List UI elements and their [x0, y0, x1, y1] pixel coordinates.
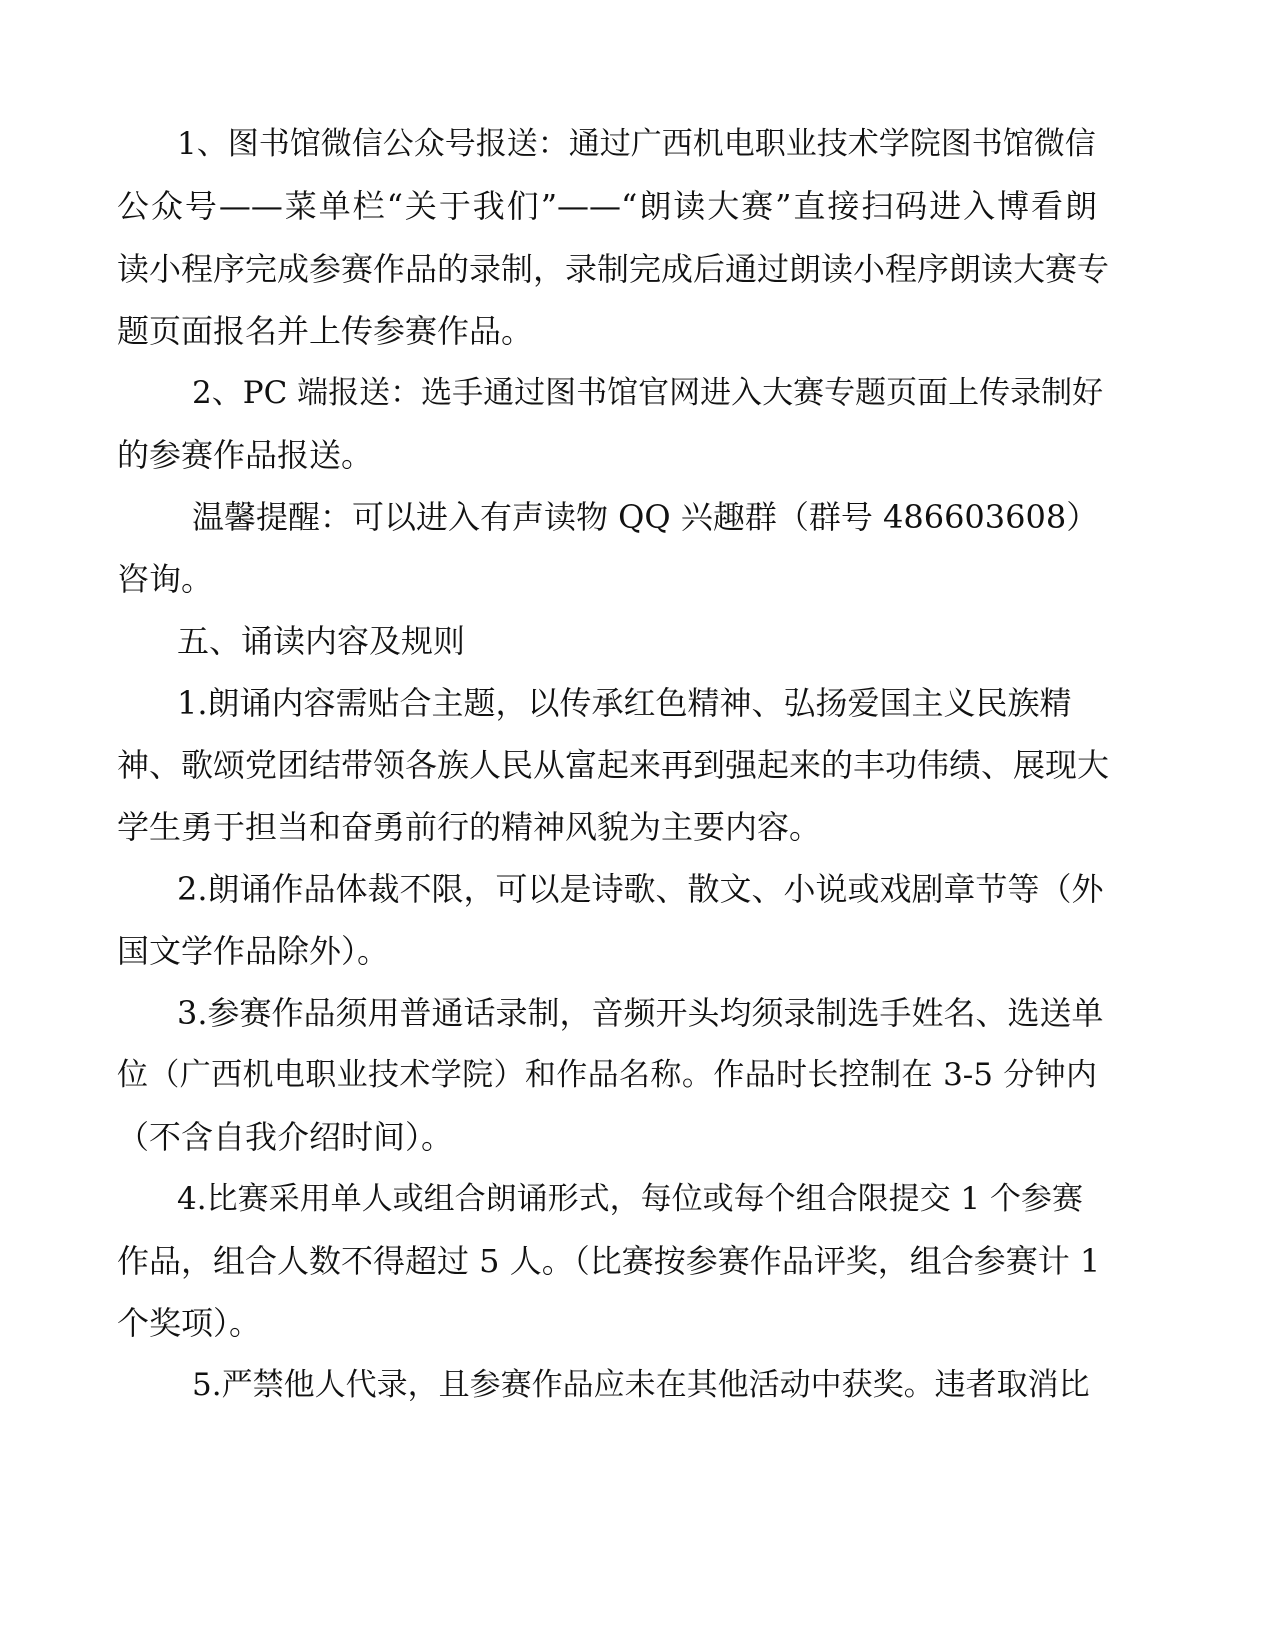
rule-1-line-1: 1.朗诵内容需贴合主题，以传承红色精神、弘扬爱国主义民族精: [177, 684, 1072, 722]
section-heading: 五、诵读内容及规则: [177, 622, 466, 660]
rule-3-line-1: 3.参赛作品须用普通话录制，音频开头均须录制选手姓名、选送单: [177, 994, 1104, 1032]
rule-2-line-2: 国文学作品除外）。: [117, 932, 390, 970]
rule-5-line-1: 5.严禁他人代录，且参赛作品应未在其他活动中获奖。违者取消比: [192, 1367, 1090, 1403]
rule-4-line-1: 4.比赛采用单人或组合朗诵形式，每位或每个组合限提交 1 个参赛: [177, 1181, 1084, 1217]
paragraph-line-6: 的参赛作品报送。: [117, 436, 374, 474]
rule-1-line-3: 学生勇于担当和奋勇前行的精神风貌为主要内容。: [117, 808, 822, 846]
paragraph-line-2: 公众号——菜单栏“关于我们”——“朗读大赛”直接扫码进入博看朗: [117, 187, 1097, 225]
rule-2-line-1: 2.朗诵作品体裁不限，可以是诗歌、散文、小说或戏剧章节等（外: [177, 870, 1104, 908]
paragraph-line-5: 2、PC 端报送：选手通过图书馆官网进入大赛专题页面上传录制好: [192, 375, 1104, 411]
paragraph-line-3: 读小程序完成参赛作品的录制，录制完成后通过朗读小程序朗读大赛专: [117, 250, 1110, 288]
rule-4-line-3: 个奖项）。: [117, 1304, 262, 1342]
rule-4-line-2: 作品，组合人数不得超过 5 人。（比赛按参赛作品评奖，组合参赛计 1: [117, 1242, 1101, 1280]
reminder-line-continued: 咨询。: [117, 560, 214, 598]
paragraph-line-1: 1、图书馆微信公众号报送：通过广西机电职业技术学院图书馆微信: [177, 126, 1096, 162]
reminder-line: 温馨提醒：可以进入有声读物 QQ 兴趣群（群号 486603608）: [192, 498, 1099, 536]
rule-3-line-3: （不含自我介绍时间）。: [117, 1118, 454, 1156]
rule-3-line-2: 位（广西机电职业技术学院）和作品名称。作品时长控制在 3-5 分钟内: [117, 1057, 1097, 1093]
paragraph-line-4: 题页面报名并上传参赛作品。: [117, 312, 534, 350]
rule-1-line-2: 神、歌颂党团结带领各族人民从富起来再到强起来的丰功伟绩、展现大: [117, 746, 1110, 784]
